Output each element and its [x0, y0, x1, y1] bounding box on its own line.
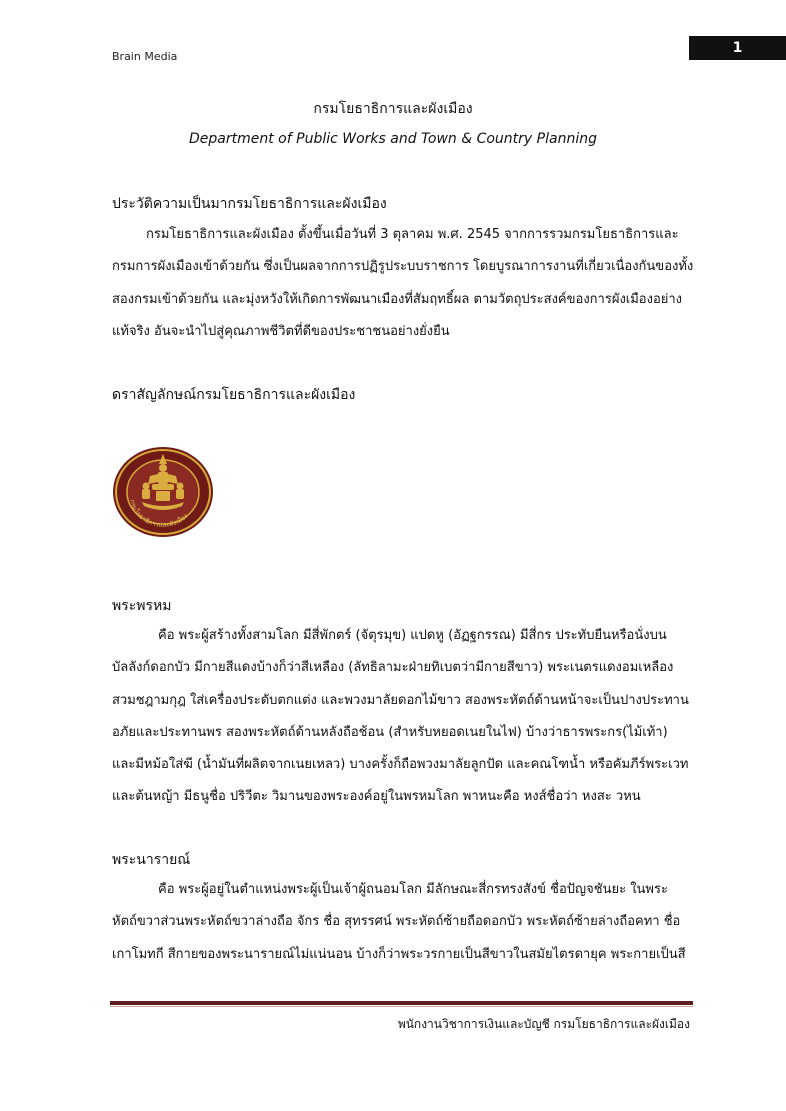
narayana-paragraph	[112, 874, 697, 971]
seal-text: กรมโยธาธิการและผังเมือง	[128, 498, 190, 530]
brahma-line: อภัยและประทานพร สองพระหัตถ์ด้านหลังถือช้อน (สำหรับหยอดเนยในไฟ) บ้างว่าธารพระกร(ไม้เท้า)	[112, 724, 668, 740]
emblem-heading: ดราสัญลักษณ์กรมโยธาธิการและผังเมือง	[112, 387, 356, 403]
footer-rule	[110, 1001, 693, 1005]
brahma-line: และมีหม้อใส่ฆี (น้ำมันที่ผลิตจากเนยเหลว) บางครั้งก็ถือพวงมาลัยลูกปัด และคณโฑน้ำ หรือคัมภีร์พระเวท	[112, 757, 689, 773]
brahma-paragraph	[112, 620, 697, 814]
history-line: สองกรมเข้าด้วยกัน และมุ่งหวังให้เกิดการพัฒนาเมืองที่สัมฤทธิ์ผล ตามวัตถุประสงค์ของการผังเมืองอย่าง	[112, 291, 683, 307]
history-line: กรมโยธาธิการและผังเมือง ตั้งขึ้นเมื่อวันที่ 3 ตุลาคม พ.ศ. 2545 จากการรวมกรมโยธาธิการและ	[146, 227, 679, 242]
history-line: กรมการผังเมืองเข้าด้วยกัน ซึ่งเป็นผลจากการปฏิรูประบบราชการ โดยบูรณาการงานที่เกี่ยวเนื่องกันของทั้ง	[112, 259, 694, 275]
narayana-line: คือ พระผู้อยู่ในตำแหน่งพระผู้เป็นเจ้าผู้ถนอมโลก มีลักษณะสี่กรทรงสังข์ ชื่อปัญจชันยะ ในพระ	[158, 882, 668, 897]
narayana-line: หัตถ์ขวาส่วนพระหัตถ์ขวาล่างถือ จักร ชื่อ สุทรรศน์ พระหัตถ์ซ้ายถือดอกบัว พระหัตถ์ซ้ายล่างถือคทา ชื่อ	[112, 914, 681, 930]
title-english: Department of Public Works and Town & Country Planning	[189, 131, 597, 147]
history-paragraph	[112, 219, 697, 348]
history-line: แท้จริง อันจะนำไปสู่คุณภาพชีวิตที่ดีของประชาชนอย่างยั่งยืน	[112, 323, 450, 339]
brahma-line: คือ พระผู้สร้างทั้งสามโลก มีสี่พักตร์ (จัตุรมุข) แปดหู (อัฏฐกรรณ) มีสี่กร ประทับยืนหรือนั่งบน	[158, 628, 667, 643]
department-seal-image	[112, 446, 214, 538]
narayana-line: เกาโมทกี สีกายของพระนารายณ์ไม่แน่นอน บ้างก็ว่าพระวรกายเป็นสีขาวในสมัยไตรดายุค พระกายเป็นสี	[112, 946, 686, 962]
footer-text: พนักงานวิชาการเงินและบัญชี กรมโยธาธิการและผังเมือง	[397, 1017, 690, 1031]
footer-rule-thin	[110, 1006, 693, 1007]
page-number-badge: 1	[689, 36, 786, 60]
narayana-heading: พระนารายณ์	[112, 852, 191, 868]
brahma-line: สวมชฎามกุฎ ใส่เครื่องประดับตกแต่ง และพวงมาลัยดอกไม้ขาว สองพระหัตถ์ด้านหน้าจะเป็นปางประทาน	[112, 692, 689, 708]
brahma-heading: พระพรหม	[112, 598, 172, 614]
title-thai: กรมโยธาธิการและผังเมือง	[313, 101, 473, 117]
history-heading: ประวัติความเป็นมากรมโยธาธิการและผังเมือง	[112, 196, 387, 212]
brahma-line: และต้นหญ้า มีธนูชื่อ ปริวีตะ วิมานของพระองค์อยู่ในพรหมโลก พาหนะคือ หงส์ชื่อว่า หงสะ วหน	[112, 789, 641, 805]
header-label: Brain Media	[112, 50, 178, 63]
brahma-line: บัลลังก์ดอกบัว มีกายสีแดงบ้างก็ว่าสีเหลือง (ลัทธิลามะฝ่ายทิเบตว่ามีกายสีขาว) พระเนตรแดงอมเหลือง	[112, 660, 674, 676]
